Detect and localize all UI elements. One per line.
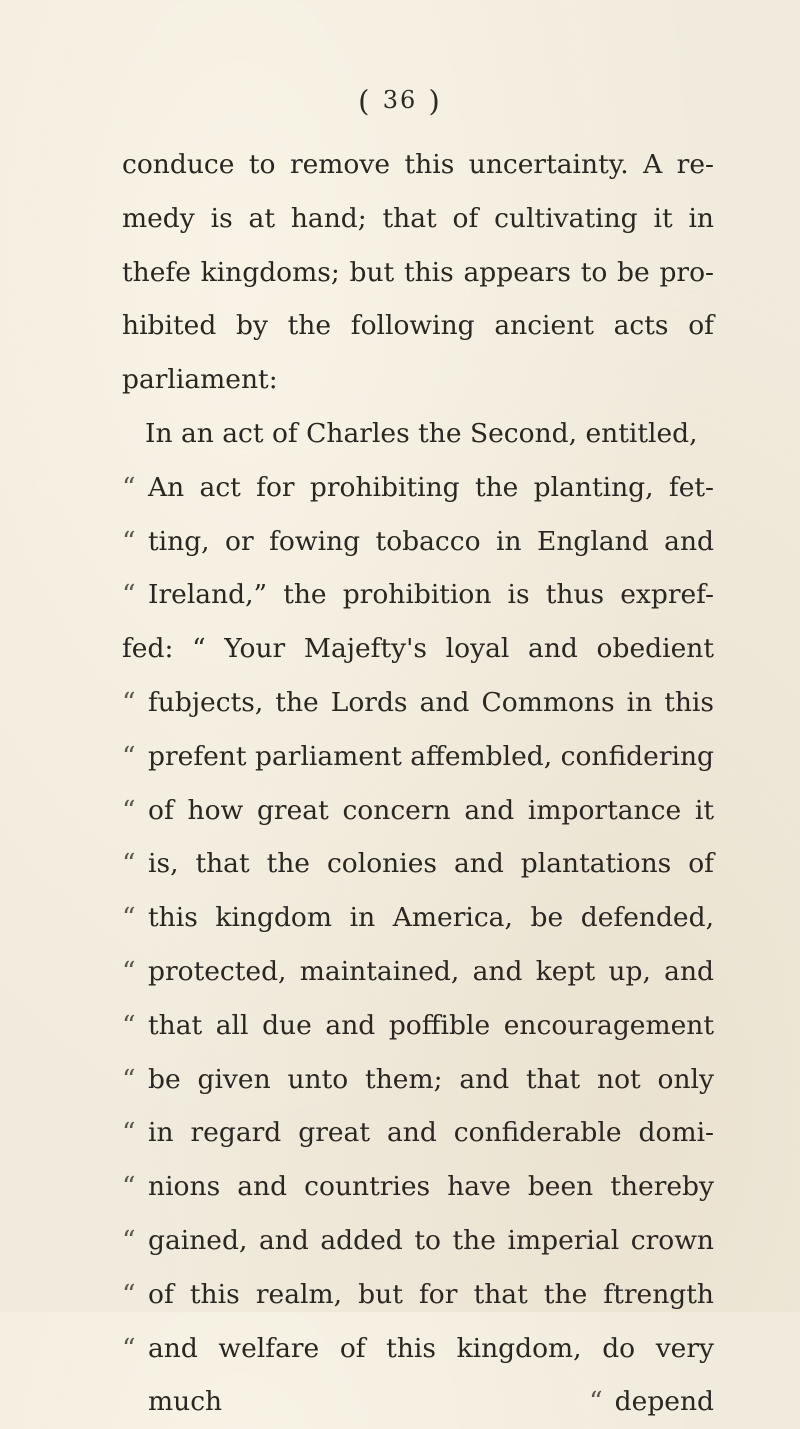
line-text: is, that the colonies and plantations of	[148, 848, 714, 880]
header-close-paren: )	[428, 84, 442, 118]
text-line	[122, 1106, 714, 1160]
line-text: fubjects, the Lords and Commons in this	[148, 686, 714, 718]
line-text: parliament:	[122, 364, 278, 396]
line-text: that all due and poffible encouragement	[148, 1009, 714, 1041]
page-header	[0, 84, 800, 118]
text-line	[122, 461, 714, 515]
quote-mark: “	[122, 740, 136, 772]
line-text: conduce to remove this uncertainty. A re-	[122, 149, 714, 180]
quote-mark: “	[122, 1171, 136, 1203]
quote-mark: “	[122, 579, 136, 611]
text-line	[122, 676, 714, 730]
text-line	[122, 622, 714, 676]
line-text: ting, or fowing tobacco in England and	[148, 525, 714, 557]
quote-mark: “	[122, 902, 136, 934]
text-line	[122, 299, 714, 353]
text-line	[122, 138, 714, 192]
text-line	[122, 353, 714, 407]
text-line	[122, 1268, 714, 1322]
text-line	[122, 999, 714, 1053]
quote-mark: “	[122, 955, 136, 987]
line-text: gained, and added to the imperial crown	[148, 1224, 714, 1256]
text-line	[122, 192, 714, 246]
quote-mark: “	[589, 1386, 603, 1418]
text-line	[122, 730, 714, 784]
quote-mark: “	[122, 1009, 136, 1041]
text-line	[122, 945, 714, 999]
line-text: nions and countries have been thereby	[148, 1171, 714, 1203]
text-line	[122, 1160, 714, 1214]
text-line	[122, 515, 714, 569]
quote-mark: “	[122, 1063, 136, 1095]
line-text: and welfare of this kingdom, do very much	[148, 1332, 714, 1418]
line-text: thefe kingdoms; but this appears to be pro-	[122, 256, 714, 288]
text-line	[122, 784, 714, 838]
line-text: depend	[614, 1386, 714, 1418]
text-line	[122, 407, 714, 461]
quote-mark: “	[122, 1332, 136, 1364]
text-line	[122, 246, 714, 300]
line-text: prefent parliament affembled, confidering	[148, 740, 714, 772]
line-text: hibited by the following ancient acts of	[122, 310, 714, 342]
line-text: fed: “ Your Majefty's loyal and obedient	[122, 633, 714, 665]
line-text: An act for prohibiting the planting, fet-	[148, 471, 714, 503]
quote-mark: “	[122, 1117, 136, 1149]
line-text: be given unto them; and that not only	[148, 1063, 714, 1095]
quote-mark: “	[122, 1278, 136, 1310]
line-text: of how great concern and importance it	[148, 794, 714, 826]
quote-mark: “	[122, 848, 136, 880]
page-number: 36	[382, 86, 418, 114]
line-text: of this realm, but for that the ftrength	[148, 1278, 714, 1310]
line-text: protected, maintained, and kept up, and	[148, 955, 714, 987]
quote-mark: “	[122, 686, 136, 718]
line-text: medy is at hand; that of cultivating it in	[122, 202, 714, 234]
quote-mark: “	[122, 794, 136, 826]
text-line	[122, 891, 714, 945]
body-text	[122, 138, 714, 1429]
line-text: Ireland,” the prohibition is thus expref-	[148, 579, 714, 611]
text-line	[122, 568, 714, 622]
quote-mark: “	[122, 471, 136, 503]
line-text: this kingdom in America, be defended,	[148, 902, 714, 934]
line-text: in regard great and confiderable domi-	[148, 1117, 714, 1149]
header-open-paren: (	[358, 84, 372, 118]
text-line	[122, 837, 714, 891]
quote-mark: “	[122, 1224, 136, 1256]
text-line	[122, 1053, 714, 1107]
text-line	[122, 1214, 714, 1268]
line-text: In an act of Charles the Second, entitled,	[145, 417, 698, 449]
quote-mark: “	[122, 525, 136, 557]
